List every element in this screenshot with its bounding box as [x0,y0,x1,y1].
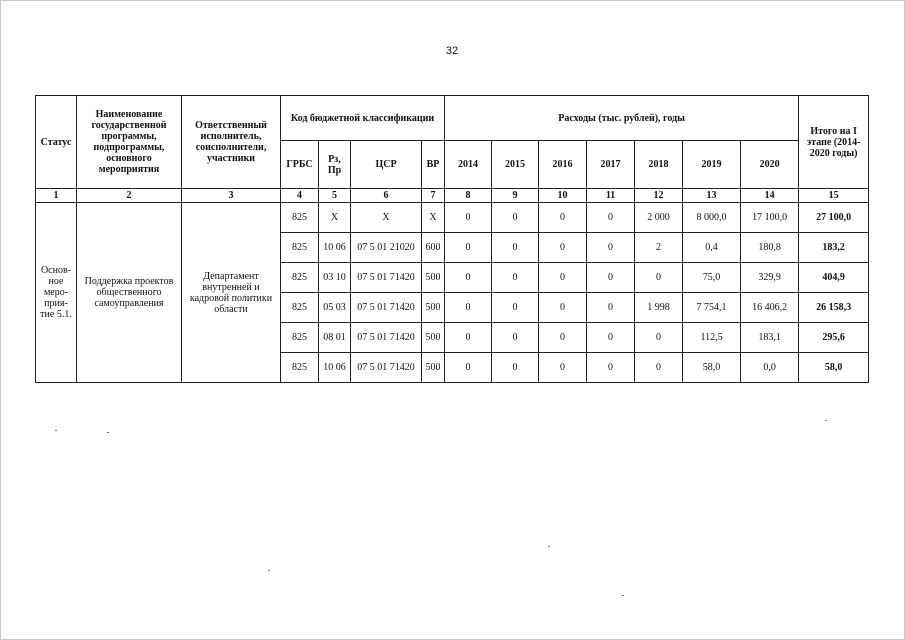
scan-speck [107,432,109,433]
year-value-cell: 0 [492,293,539,323]
year-value-cell: 0 [587,323,635,353]
year-value-cell: 0 [635,263,683,293]
year-value-cell: 0 [587,233,635,263]
header-csr: ЦСР [351,141,422,189]
header-year: 2019 [683,141,741,189]
column-number: 15 [799,189,869,203]
year-value-cell: 0 [539,293,587,323]
vr-cell: 500 [422,323,445,353]
year-value-cell: 0 [492,323,539,353]
year-value-cell: 0 [635,353,683,383]
header-expenses: Расходы (тыс. рублей), годы [445,96,799,141]
scan-speck [825,420,827,421]
year-value-cell: 8 000,0 [683,203,741,233]
year-value-cell: 0 [445,233,492,263]
year-value-cell: 0 [445,353,492,383]
year-value-cell: 0,4 [683,233,741,263]
table-header [36,96,869,189]
header-year: 2017 [587,141,635,189]
year-value-cell: 0 [587,263,635,293]
total-cell: 404,9 [799,263,869,293]
year-value-cell: 183,1 [741,323,799,353]
year-value-cell: 329,9 [741,263,799,293]
table-row [36,203,869,233]
header-year: 2015 [492,141,539,189]
total-cell: 183,2 [799,233,869,263]
year-value-cell: 0 [635,323,683,353]
year-value-cell: 2 000 [635,203,683,233]
total-cell: 27 100,0 [799,203,869,233]
column-number: 14 [741,189,799,203]
year-value-cell: 0 [539,263,587,293]
year-value-cell: 0 [445,323,492,353]
csr-cell: 07 5 01 21020 [351,233,422,263]
vr-cell: 600 [422,233,445,263]
header-responsible: Ответственный исполнитель, соисполнители, участники [182,96,281,189]
scan-speck [55,430,57,431]
table-body [36,189,869,383]
scan-speck [548,546,550,547]
csr-cell: 07 5 01 71420 [351,353,422,383]
year-value-cell: 0 [445,263,492,293]
vr-cell: 500 [422,353,445,383]
total-cell: 26 158,3 [799,293,869,323]
total-cell: 58,0 [799,353,869,383]
rzpr-cell: 10 06 [319,353,351,383]
column-number: 10 [539,189,587,203]
grbs-cell: 825 [281,233,319,263]
scan-speck [268,570,270,571]
header-total: Итого на I этапе (2014-2020 годы) [799,96,869,189]
year-value-cell: 75,0 [683,263,741,293]
csr-cell: 07 5 01 71420 [351,263,422,293]
header-year: 2020 [741,141,799,189]
year-value-cell: 0 [587,353,635,383]
year-value-cell: 0 [539,203,587,233]
header-year: 2018 [635,141,683,189]
column-number: 6 [351,189,422,203]
year-value-cell: 0 [445,203,492,233]
header-budget-code: Код бюджетной классификации [281,96,445,141]
vr-cell: 500 [422,263,445,293]
grbs-cell: 825 [281,263,319,293]
column-number: 4 [281,189,319,203]
column-number: 11 [587,189,635,203]
grbs-cell: 825 [281,323,319,353]
year-value-cell: 1 998 [635,293,683,323]
header-rzpr: Рз, Пр [319,141,351,189]
header-vr: ВР [422,141,445,189]
year-value-cell: 0 [492,233,539,263]
responsible-cell: Департамент внутренней и кадровой политики области [182,203,281,383]
total-cell: 295,6 [799,323,869,353]
year-value-cell: 180,8 [741,233,799,263]
grbs-cell: 825 [281,203,319,233]
csr-cell: 07 5 01 71420 [351,293,422,323]
year-value-cell: 0 [539,353,587,383]
rzpr-cell: 08 01 [319,323,351,353]
rzpr-cell: 05 03 [319,293,351,323]
year-value-cell: 0 [539,323,587,353]
grbs-cell: 825 [281,293,319,323]
column-number: 13 [683,189,741,203]
column-number: 9 [492,189,539,203]
year-value-cell: 0 [539,233,587,263]
year-value-cell: 7 754,1 [683,293,741,323]
year-value-cell: 17 100,0 [741,203,799,233]
year-value-cell: 2 [635,233,683,263]
year-value-cell: 0 [587,203,635,233]
header-program-name: Наименование государственной программы, подпрограммы, основного мероприятия [77,96,182,189]
column-number: 8 [445,189,492,203]
year-value-cell: 58,0 [683,353,741,383]
year-value-cell: 0 [492,203,539,233]
year-value-cell: 0 [492,353,539,383]
header-year: 2014 [445,141,492,189]
grbs-cell: 825 [281,353,319,383]
year-value-cell: 0,0 [741,353,799,383]
column-number: 7 [422,189,445,203]
budget-table [35,95,869,383]
rzpr-cell: X [319,203,351,233]
column-number: 12 [635,189,683,203]
vr-cell: X [422,203,445,233]
year-value-cell: 16 406,2 [741,293,799,323]
column-number: 5 [319,189,351,203]
status-cell: Основ-ное меро-прия-тие 5.1. [36,203,77,383]
column-number: 3 [182,189,281,203]
header-grbs: ГРБС [281,141,319,189]
rzpr-cell: 10 06 [319,233,351,263]
csr-cell: X [351,203,422,233]
vr-cell: 500 [422,293,445,323]
rzpr-cell: 03 10 [319,263,351,293]
scan-speck [622,595,624,596]
year-value-cell: 0 [492,263,539,293]
column-number: 1 [36,189,77,203]
year-value-cell: 112,5 [683,323,741,353]
column-number: 2 [77,189,182,203]
year-value-cell: 0 [445,293,492,323]
program-name-cell: Поддержка проектов общественного самоуправления [77,203,182,383]
csr-cell: 07 5 01 71420 [351,323,422,353]
column-number-row [36,189,869,203]
page-number: 32 [445,45,459,57]
header-year: 2016 [539,141,587,189]
header-status: Статус [36,96,77,189]
year-value-cell: 0 [587,293,635,323]
